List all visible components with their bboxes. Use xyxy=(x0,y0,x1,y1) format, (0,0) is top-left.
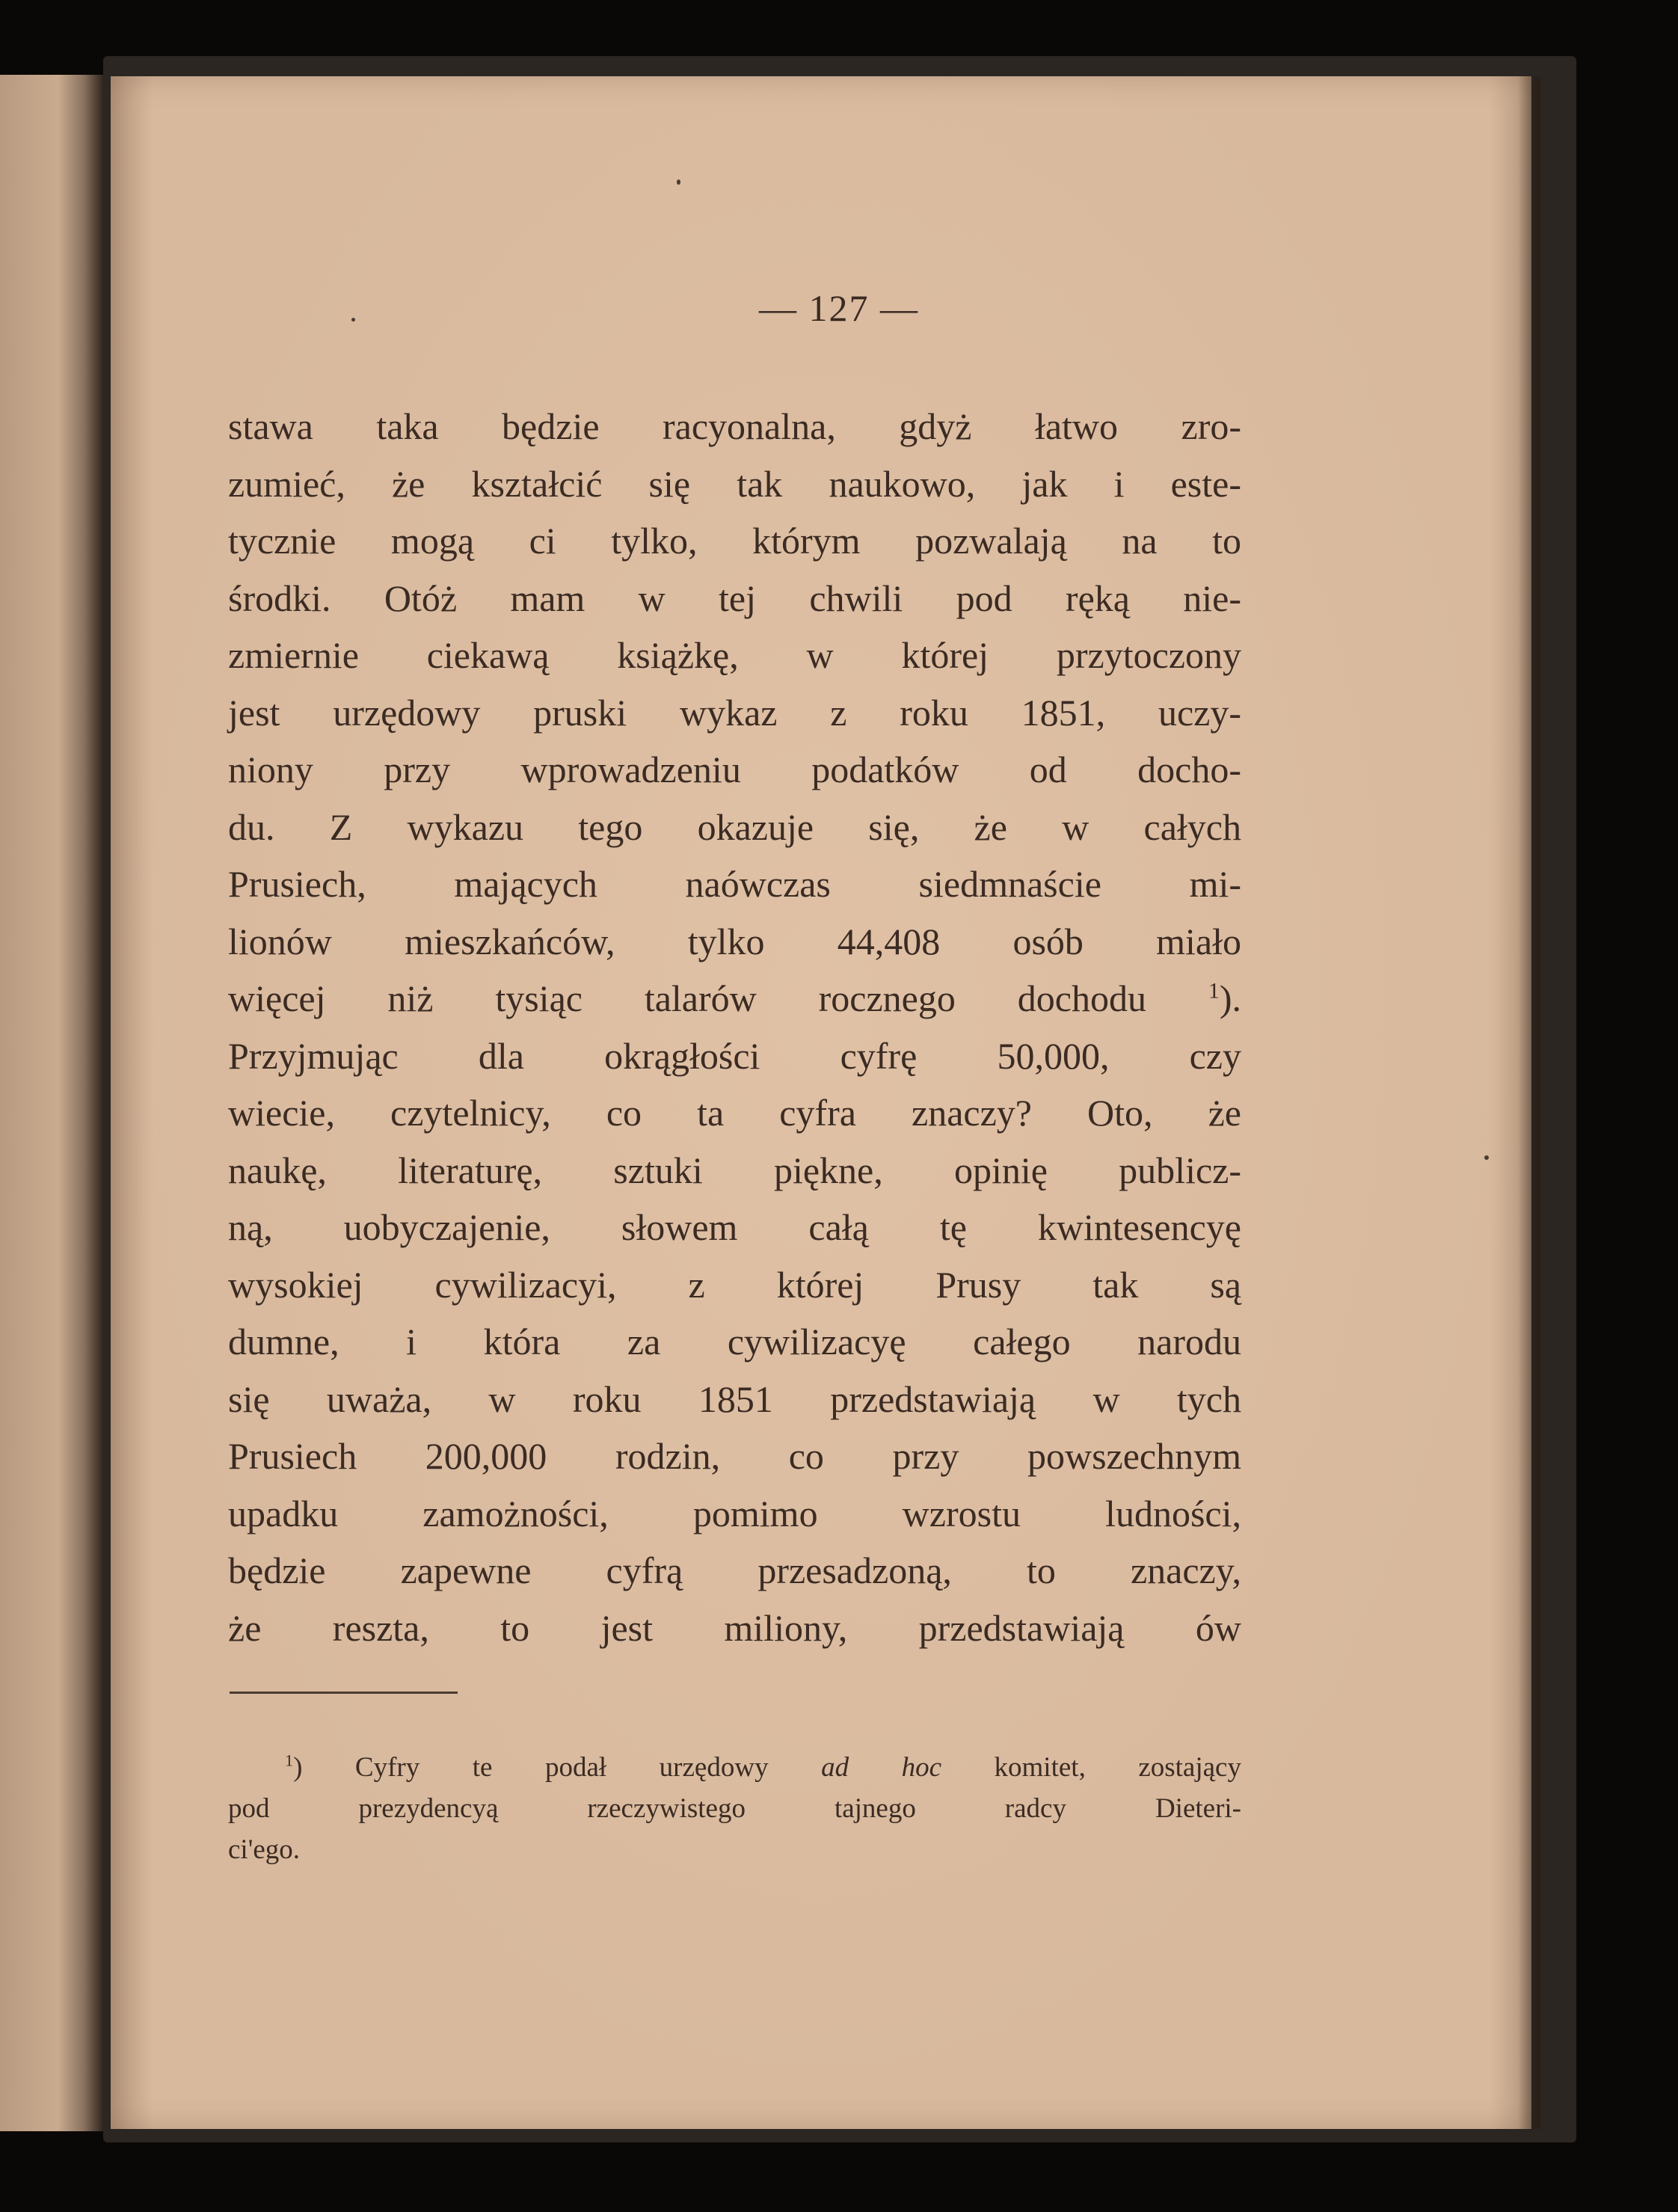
text-line: wiecie, czytelnicy, co ta cyfra znaczy? Oto, że xyxy=(228,1092,1241,1134)
text-line: Prusiech 200,000 rodzin, co przy powszechnym xyxy=(228,1435,1241,1477)
text-line: stawa taka będzie racyonalna, gdyż łatwo zro- xyxy=(228,405,1241,447)
footnote-line xyxy=(228,1747,1241,1788)
text-line: upadku zamożności, pomimo wzrostu ludności, xyxy=(228,1492,1241,1534)
footnote xyxy=(228,1747,1241,1870)
text-line: tycznie mogą ci tylko, którym pozwalają na to xyxy=(228,520,1241,562)
paper-speck xyxy=(677,179,680,185)
text-line-with-footnote-ref xyxy=(228,970,1241,1027)
text-line: że reszta, to jest miliony, przedstawiają ów xyxy=(228,1606,1241,1649)
text-line: zumieć, że kształcić się tak naukowo, jak i este- xyxy=(228,462,1241,505)
text-line: środki. Otóż mam w tej chwili pod ręką nie- xyxy=(228,577,1241,619)
page-number: — 127 — xyxy=(759,287,919,329)
footnote-marker: 1 xyxy=(285,1751,294,1770)
text-line: Przyjmując dla okrągłości cyfrę 50,000, czy xyxy=(228,1034,1241,1077)
footnote-reference-suffix: ). xyxy=(1219,977,1241,1019)
footnote-reference: 1 xyxy=(1208,978,1220,1004)
text-line: dumne, i która za cywilizacyę całego narodu xyxy=(228,1321,1241,1362)
footnote-line: ci'ego. xyxy=(228,1834,301,1865)
facing-page-edge xyxy=(0,75,105,2131)
paper-speck xyxy=(351,318,355,322)
text-line: się uważa, w roku 1851 przedstawiają w tych xyxy=(228,1377,1241,1420)
text-line: lionów mieszkańców, tylko 44,408 osób miało xyxy=(228,920,1241,962)
text-line: ną, uobyczajenie, słowem całą tę kwintesencyę xyxy=(228,1206,1241,1248)
footnote-italic-text: ad hoc xyxy=(821,1752,942,1783)
text-line: zmiernie ciekawą książkę, w której przytoczony xyxy=(228,634,1241,676)
paper-speck xyxy=(1484,1155,1489,1160)
footnote-line: pod prezydencyą rzeczywistego tajnego radcy Dieteri- xyxy=(228,1793,1241,1824)
footnote-text: ) Cyfry te podał urzędowy xyxy=(293,1752,822,1783)
text-line: niony przy wprowadzeniu podatków od docho- xyxy=(228,749,1241,790)
text-line: wysokiej cywilizacyi, z której Prusy tak są xyxy=(228,1263,1241,1306)
footnote-divider xyxy=(230,1692,458,1694)
text-line: jest urzędowy pruski wykaz z roku 1851, uczy- xyxy=(228,691,1241,734)
text-line: naukę, literaturę, sztuki piękne, opinię publicz- xyxy=(228,1149,1241,1191)
text-segment: więcej niż tysiąc talarów rocznego dochodu xyxy=(228,977,1146,1019)
text-line: du. Z wykazu tego okazuje się, że w całych xyxy=(228,805,1241,848)
page-edge-shadow xyxy=(1518,76,1540,2129)
text-line: będzie zapewne cyfrą przesadzoną, to znaczy, xyxy=(228,1549,1241,1591)
body-text xyxy=(228,398,1241,1656)
footnote-text: komitet, zostający xyxy=(941,1752,1241,1783)
text-line: Prusiech, mających naówczas siedmnaście mi- xyxy=(228,863,1241,905)
